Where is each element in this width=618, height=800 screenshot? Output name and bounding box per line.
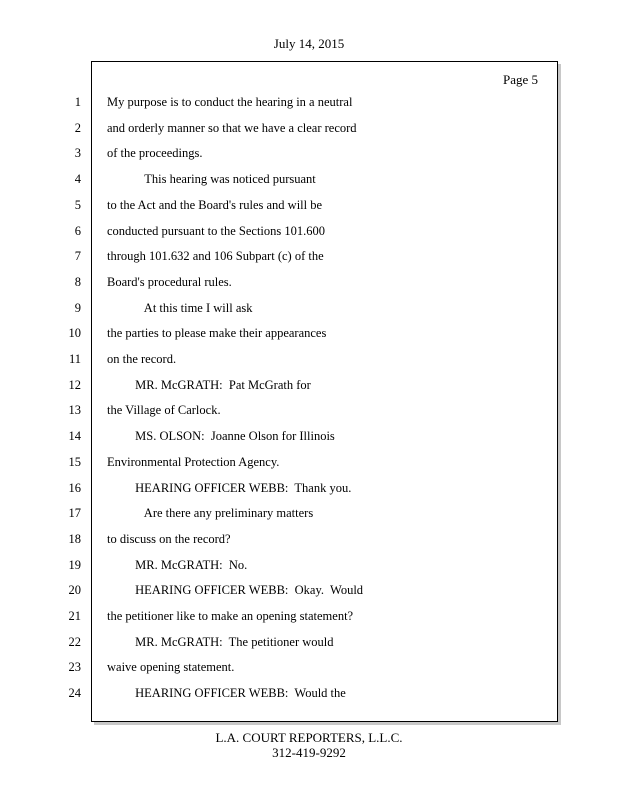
line-number: 3 [74, 146, 81, 160]
line-number: 21 [68, 609, 81, 623]
line-number: 20 [68, 583, 81, 597]
line-number: 13 [68, 403, 81, 417]
line-text: HEARING OFFICER WEBB: Okay. Would [107, 583, 364, 597]
line-number: 5 [74, 198, 81, 212]
line-text: MS. OLSON: Joanne Olson for Illinois [107, 429, 335, 443]
line-number: 15 [68, 455, 81, 469]
line-number: 18 [68, 532, 81, 546]
line-text: to the Act and the Board's rules and will be [107, 198, 323, 212]
line-text: conducted pursuant to the Sections 101.600 [107, 224, 326, 238]
line-number: 2 [74, 121, 81, 135]
line-text: MR. McGRATH: Pat McGrath for [107, 378, 311, 392]
line-text: MR. McGRATH: The petitioner would [107, 635, 334, 649]
line-text: the petitioner like to make an opening statement? [107, 609, 354, 623]
line-text: on the record. [107, 352, 177, 366]
line-text: HEARING OFFICER WEBB: Thank you. [107, 481, 352, 495]
page-number: Page 5 [502, 72, 538, 87]
line-text: My purpose is to conduct the hearing in a neutral [107, 95, 353, 109]
line-text: to discuss on the record? [107, 532, 231, 546]
line-number: 4 [74, 172, 81, 186]
line-text: waive opening statement. [107, 660, 235, 674]
line-text: At this time I will ask [107, 301, 253, 315]
line-number: 1 [74, 95, 81, 109]
line-text: through 101.632 and 106 Subpart (c) of the [107, 249, 324, 263]
line-text: Are there any preliminary matters [107, 506, 314, 520]
line-text: MR. McGRATH: No. [107, 558, 248, 572]
line-number: 8 [74, 275, 81, 289]
header-date: July 14, 2015 [273, 36, 345, 51]
line-text: Environmental Protection Agency. [107, 455, 280, 469]
line-number: 10 [68, 326, 81, 340]
line-number: 12 [68, 378, 81, 392]
line-number: 6 [74, 224, 81, 238]
footer-company: L.A. COURT REPORTERS, L.L.C. [215, 730, 403, 745]
line-text: HEARING OFFICER WEBB: Would the [107, 686, 346, 700]
line-number: 14 [68, 429, 81, 443]
line-text: of the proceedings. [107, 146, 203, 160]
line-text: and orderly manner so that we have a clear record [107, 121, 357, 135]
line-text: the Village of Carlock. [107, 403, 221, 417]
line-number: 16 [68, 481, 81, 495]
line-number: 23 [68, 660, 81, 674]
line-number: 11 [68, 352, 81, 366]
line-text: This hearing was noticed pursuant [107, 172, 316, 186]
line-number: 24 [68, 686, 81, 700]
line-text: the parties to please make their appearances [107, 326, 327, 340]
line-number: 22 [68, 635, 81, 649]
line-text: Board's procedural rules. [107, 275, 232, 289]
line-number: 19 [68, 558, 81, 572]
line-number: 9 [74, 301, 81, 315]
footer-phone: 312-419-9292 [272, 745, 346, 760]
line-number: 17 [68, 506, 81, 520]
line-number: 7 [74, 249, 81, 263]
